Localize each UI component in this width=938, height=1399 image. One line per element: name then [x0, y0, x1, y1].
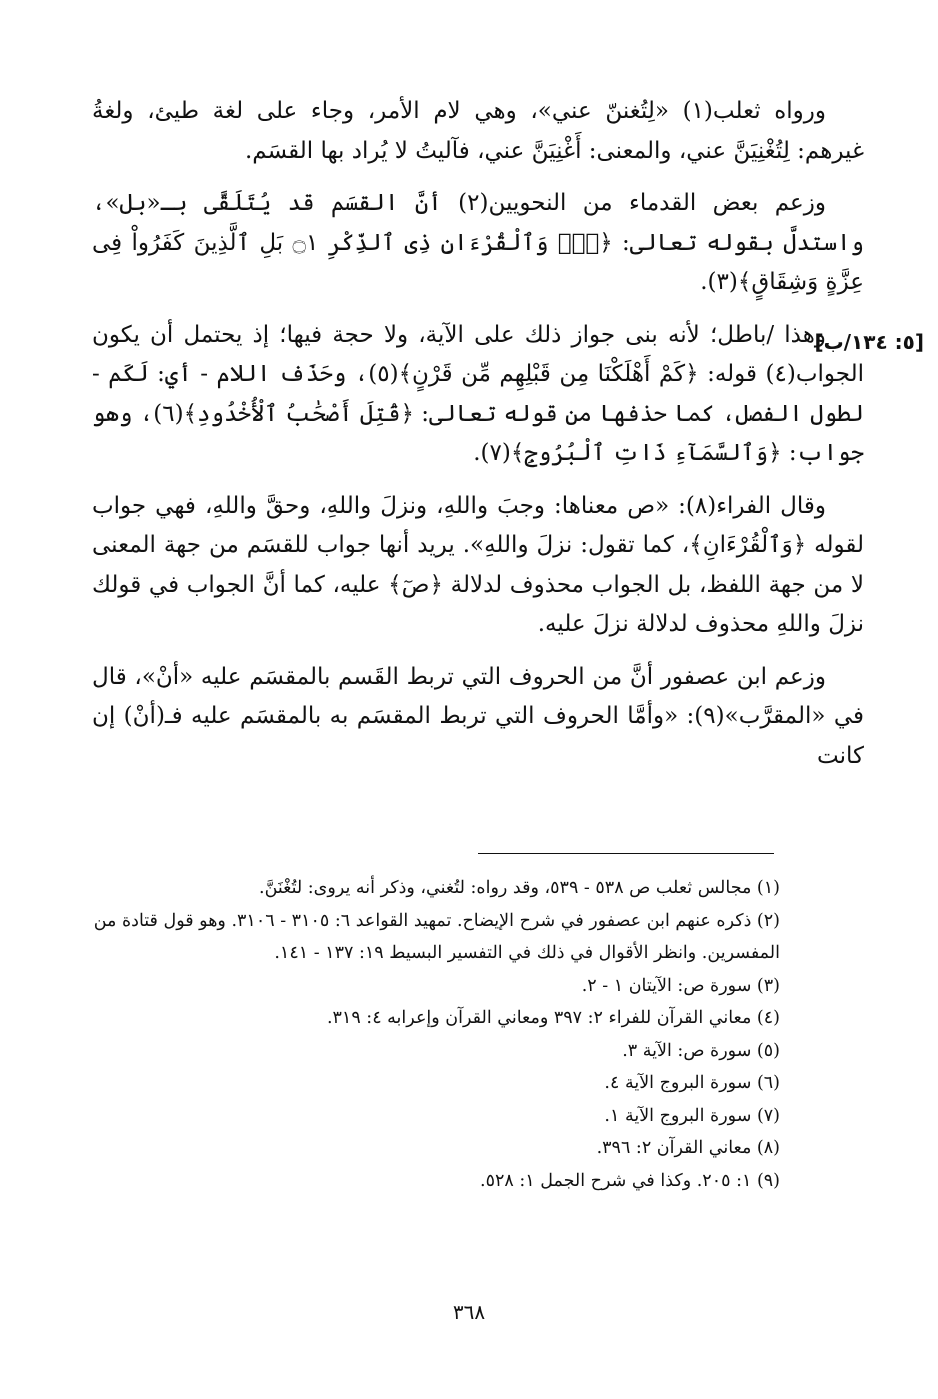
footnote-6: (٦) سورة البروج الآية ٤.	[604, 1073, 780, 1093]
paragraph-5: وزعم ابن عصفور أنَّ من الحروف التي تربط القَسم بالمقسَم عليه «أنْ»، قال في «المقرَّب»(٩): «وأمَّا الحروف التي تربط المقسَم به بالمقسَم عليه فـ(أنْ) إن كانت	[92, 663, 865, 769]
footnote-9: (٩) ١: ٢٠٥. وكذا في شرح الجمل ١: ٥٢٨.	[480, 1170, 780, 1191]
footnote-4: (٤) معاني القرآن للفراء ٢: ٣٩٧ ومعاني القرآن وإعرابه ٤: ٣١٩.	[326, 1008, 780, 1028]
paragraph-3: وهذا /باطل؛ لأنه بنى جواز ذلك على الآية، ولا حجة فيها؛ إذ يحتمل أن يكون الجواب(٤) قوله: ﴿كَمْ أَهْلَكْنَا مِن قَبْلِهِم مِّن قَرْنٍ﴾(٥)، وحَذَف اللام - أي: لَكَم - لطول الفصل، كما حذفها من قوله تعالى: ﴿قُتِلَ أَصْحَٰبُ ٱلْأُخْدُودِ﴾(٦)، وهو جواب: ﴿وَٱلسَّمَآءِ ذَاتِ ٱلْبُرُوجِ﴾(٧).	[92, 321, 864, 466]
main-text	[92, 92, 864, 789]
footnote-7: (٧) سورة البروج الآية ١.	[604, 1105, 780, 1126]
margin-note: [٥: ١٣٤/ب]	[814, 330, 924, 354]
footnote-divider	[478, 853, 774, 854]
footnote-8: (٨) معاني القرآن ٢: ٣٩٦.	[596, 1138, 780, 1158]
page-number: ٣٦٨	[452, 1300, 486, 1324]
footnote-3: (٣) سورة ص: الآيتان ١ - ٢.	[581, 975, 780, 996]
footnotes	[66, 872, 780, 1197]
paragraph-2: وزعم بعض القدماء من النحويين(٢) أنَّ القسَم قد يُتَلَقَّى بـ«بل»، واستدلَّ بقوله تعالى: ﴿صٓۚ وَٱلْقُرْءَانِ ذِى ٱلذِّكْرِ ۝١ بَلِ ٱلَّذِينَ كَفَرُواْ فِى عِزَّةٍ وَشِقَاقٍ﴾(٣).	[92, 190, 865, 295]
footnote-2: (٢) ذكره عنهم ابن عصفور في شرح الإيضاح. تمهيد القواعد ٦: ٣١٠٥ - ٣١٠٦. وهو قول قتادة من المفسرين. وانظر الأقوال في ذلك في التفسير البسيط ١٩: ١٣٧ - ١٤١.	[93, 910, 780, 963]
paragraph-1: ورواه ثعلب(١) «لِتُغننّ عني»، وهي لام الأمر، وجاء على لغة طيئ، ولغةُ غيرهم: لِتُغْنِيَنَّ عني، والمعنى: أَغْنِيَنَّ عني، فآليتُ لا يُراد بها القسَم.	[92, 98, 864, 164]
paragraph-4: وقال الفراء(٨): «ص معناها: وجبَ واللهِ، ونزلَ واللهِ، وحقَّ واللهِ، فهي جواب لقوله ﴿وَٱلْقُرْءَانِ﴾، كما تقول: نزلَ واللهِ». يريد أنها جواب للقسَم من جهة المعنى لا من جهة اللفظ، بل الجواب محذوف لدلالة ﴿صٓ﴾ عليه، كما أنَّ الجواب في قولك نزلَ واللهِ محذوف لدلالة نزلَ عليه.	[92, 492, 864, 637]
footnote-5: (٥) سورة ص: الآية ٣.	[622, 1040, 780, 1061]
footnote-1: (١) مجالس ثعلب ص ٥٣٨ - ٥٣٩، وقد رواه: لتُغني، وذكر أنه يروى: لتُغْنَنَّ.	[259, 878, 780, 898]
